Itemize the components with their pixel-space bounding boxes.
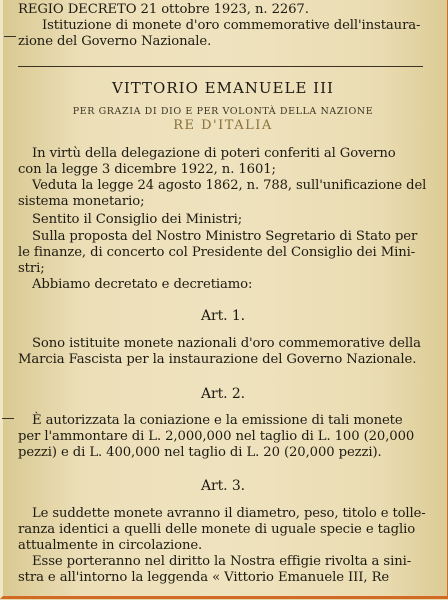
sovereign-title: RE D'ITALIA <box>173 118 273 133</box>
article-line: Le suddette monete avranno il diametro, peso, titolo e tolle- <box>32 506 426 521</box>
article-line: per l'ammontare di L. 2,000,000 nel taglio di L. 100 (20,000 <box>18 429 415 444</box>
decree-title-line: Istituzione di monete d'oro commemorative dell'instaura- <box>42 18 421 33</box>
article-line: Marcia Fascista per la instaurazione del Governo Nazionale. <box>18 352 417 367</box>
decree-title-line: zione del Governo Nazionale. <box>18 34 212 49</box>
sovereign-grace-line: PER GRAZIA DI DIO E PER VOLONTÀ DELLA NAZIONE <box>72 106 374 117</box>
sovereign-name: VITTORIO EMANUELE III <box>112 79 334 97</box>
preamble-line: Veduta la legge 24 agosto 1862, n. 788, sull'unificazione del <box>32 178 427 193</box>
article-line: attualmente in circolazione. <box>18 538 203 553</box>
article-line: ranza identici a quelli delle monete di uguale specie e taglio <box>18 522 416 537</box>
preamble-line: sistema monetario; <box>18 194 145 209</box>
preamble-line: le finanze, di concerto col Presidente del Consiglio dei Mini- <box>18 245 416 260</box>
header-divider <box>18 66 423 67</box>
article-heading: Art. 3. <box>201 478 245 494</box>
preamble-line: con la legge 3 dicembre 1922, n. 1601; <box>18 162 276 177</box>
margin-mark <box>4 36 16 37</box>
decree-reference: REGIO DECRETO 21 ottobre 1923, n. 2267. <box>18 2 309 17</box>
article-heading: Art. 2. <box>201 386 245 402</box>
article-line: pezzi) e di L. 400,000 nel taglio di L. 20 (20,000 pezzi). <box>18 445 382 460</box>
margin-mark <box>2 418 14 419</box>
preamble-line: stri; <box>18 261 45 276</box>
article-line: Esse porteranno nel diritto la Nostra effigie rivolta a sini- <box>32 554 412 569</box>
preamble-line: Sentito il Consiglio dei Ministri; <box>32 212 243 227</box>
preamble-line: Sulla proposta del Nostro Ministro Segretario di Stato per <box>32 229 418 244</box>
preamble-line: Abbiamo decretato e decretiamo: <box>32 277 253 292</box>
article-line: stra e all'intorno la leggenda « Vittorio Emanuele III, Re <box>18 570 390 585</box>
preamble-line: In virtù della delegazione di poteri conferiti al Governo <box>32 146 396 161</box>
article-line: È autorizzata la coniazione e la emissione di tali monete <box>32 413 403 428</box>
article-heading: Art. 1. <box>201 308 245 324</box>
article-line: Sono istituite monete nazionali d'oro commemorative della <box>32 336 421 351</box>
